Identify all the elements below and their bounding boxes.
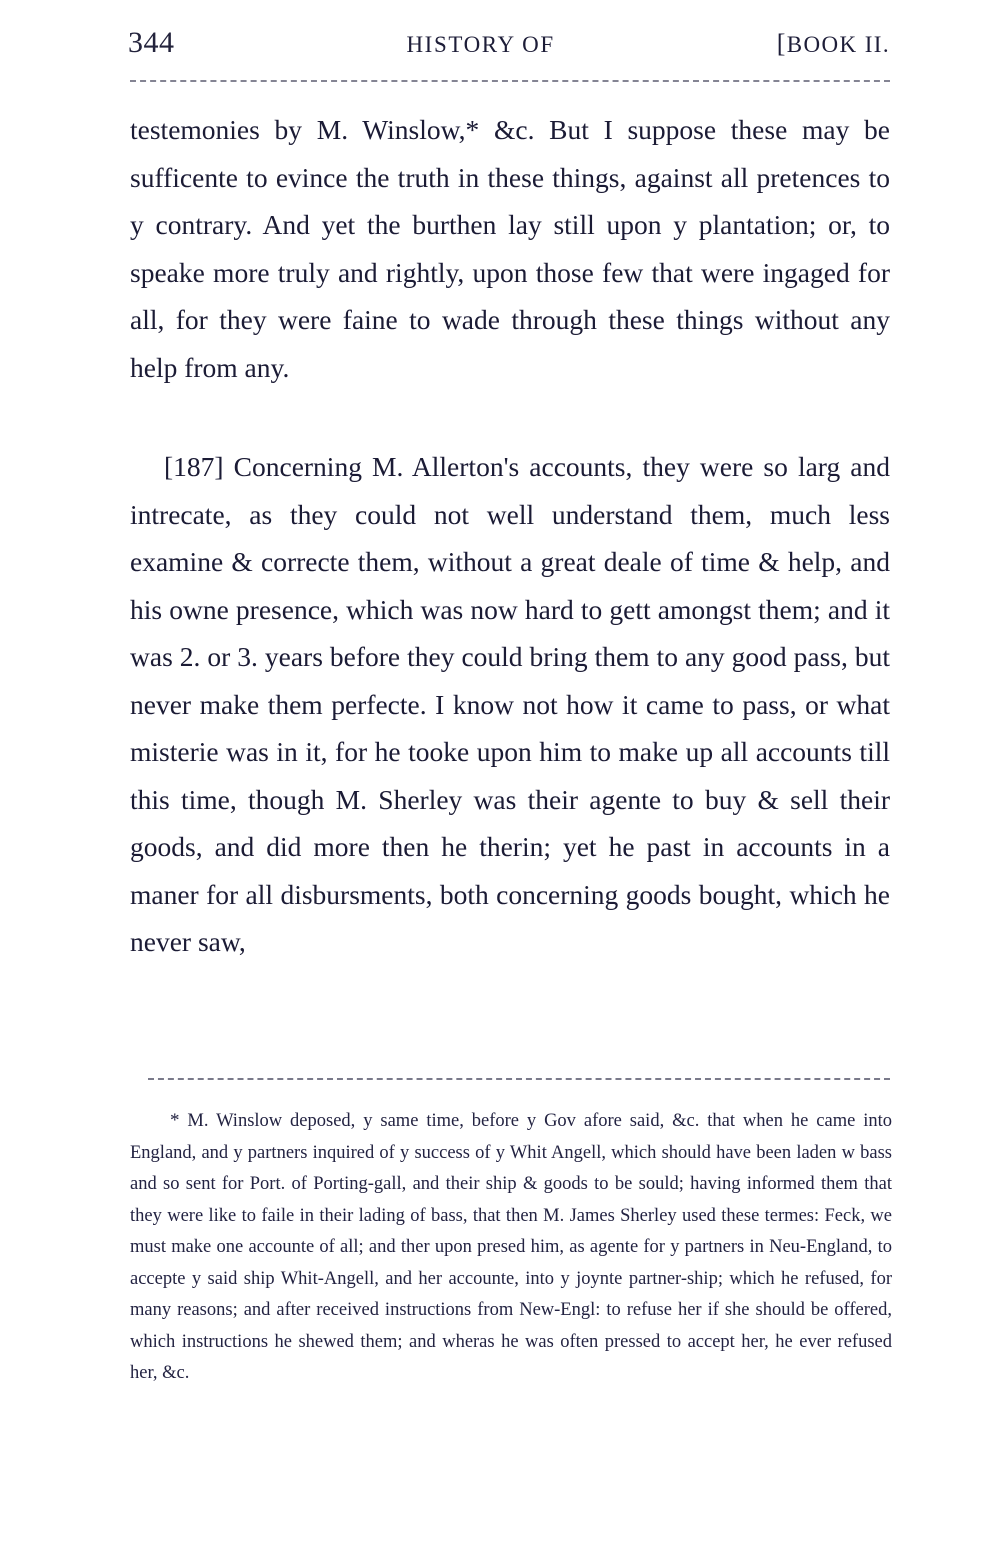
body-paragraph-1-block	[130, 106, 890, 391]
footnote-rule	[148, 1078, 890, 1080]
running-head	[128, 26, 890, 60]
running-head-title: HISTORY OF	[406, 32, 555, 57]
bracket-glyph: [	[776, 29, 787, 58]
body-paragraph-2-block	[130, 443, 890, 966]
body-paragraph-2: [187] Concerning M. Allerton's accounts, they were so larg and intrecate, as they could not well understand them, much less examine & correcte them, without a great deale of time & help, and his owne presence, which was now hard to gett amongst them; and it was 2. or 3. years before they could bring them to any good pass, but never make them perfecte. I know not how it came to pass, or what misterie was in it, for he tooke upon him to make up all accounts till this time, though M. Sherley was their agente to buy & sell their goods, and did more then he therin; yet he past in accounts in a maner for all disbursments, both concerning goods bought, which he never saw,	[130, 451, 890, 957]
footnote-block	[130, 1105, 892, 1390]
footnote-body: M. Winslow deposed, y same time, before y Gov afore said, &c. that when he came into England, and y partners inquired of y success of y Whit Angell, which should have been laden w bass and so sent for Port. of Porting-gall, and their ship & goods to be sould; having informed them that they were like to faile in their lading of bass, that then M. James Sherley used these termes: Feck, we must make one accounte of all; and ther upon presed him, as agente for y partners in Neu-England, to accepte y said ship Whit-Angell, and her accounte, into y joynte partner-ship; which he refused, for many reasons; and after received instructions from New-Engl: to refuse her if she should be offered, which instructions he shewed them; and wheras he was often pressed to accept her, he ever refused her, &c.	[130, 1111, 893, 1383]
footnote-text	[130, 1105, 892, 1390]
running-head-book	[777, 29, 890, 59]
footnote-marker: *	[170, 1110, 180, 1131]
header-rule	[130, 80, 890, 84]
body-paragraph-1: testemonies by M. Winslow,* &c. But I suppose these may be sufficente to evince the truth in these things, against all pretences to y contrary. And yet the burthen lay still upon y plantation; or, to speake more truly and rightly, upon those few that were ingaged for all, for they were faine to wade through these things without any help from any.	[130, 114, 890, 383]
page-number: 344	[128, 26, 175, 59]
running-head-book-label: BOOK II.	[786, 32, 890, 57]
